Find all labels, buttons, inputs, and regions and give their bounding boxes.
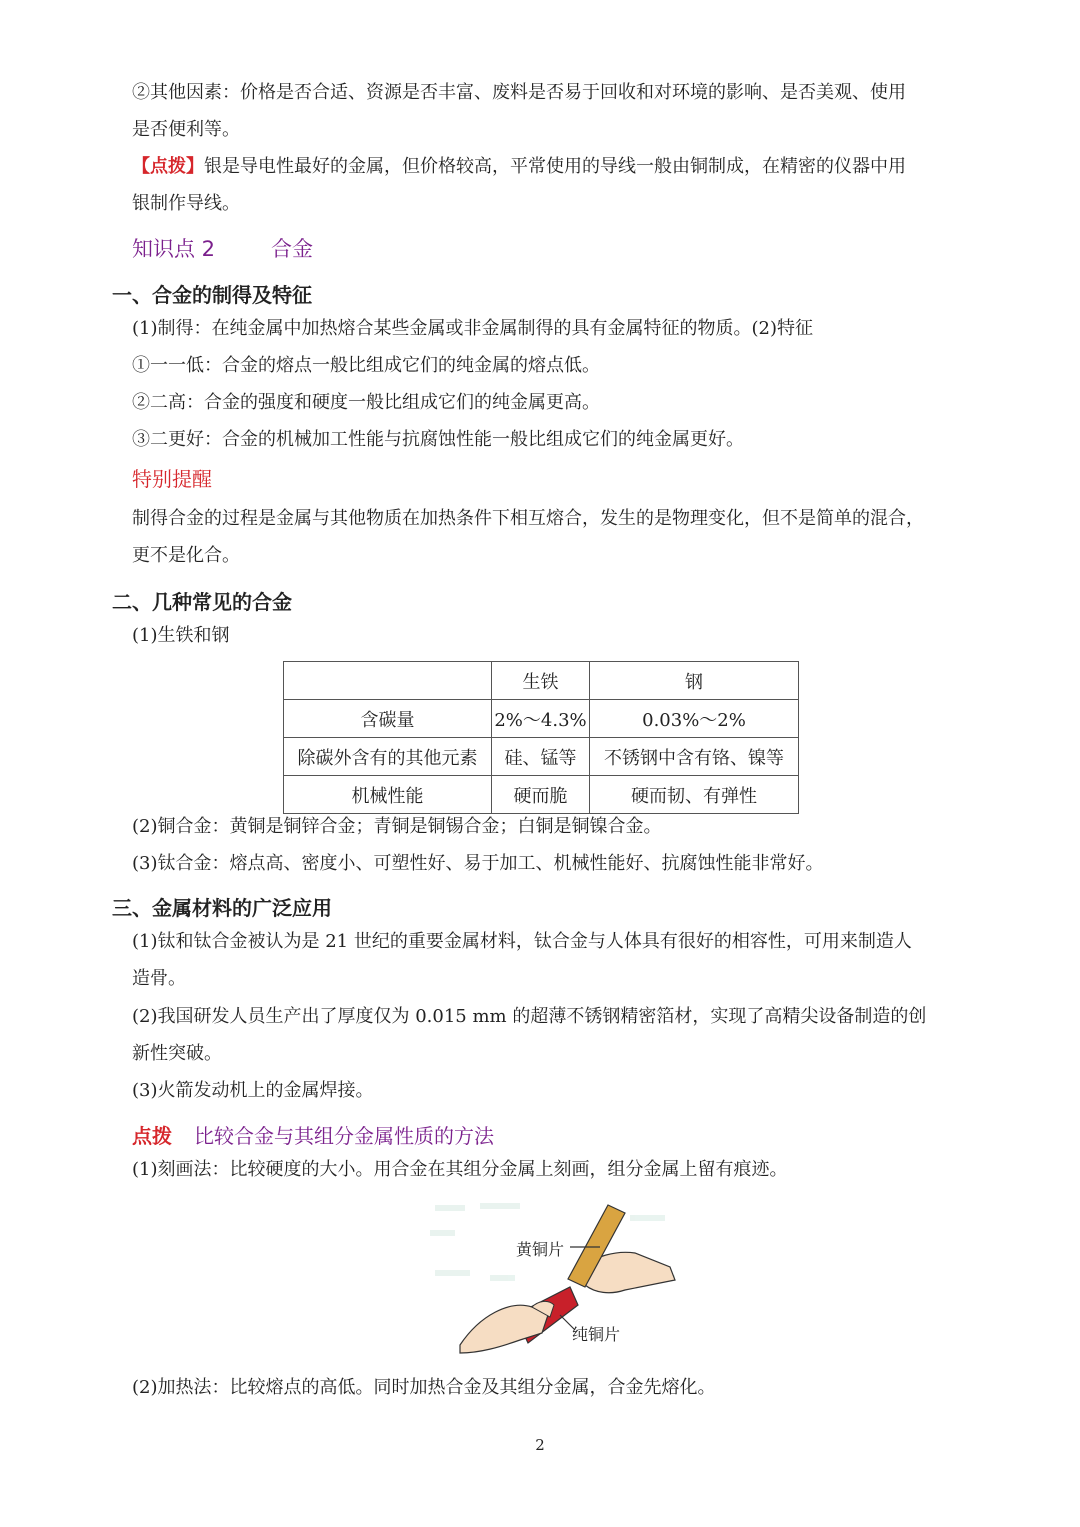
text-line: 银制作导线。 (132, 193, 240, 214)
text-line: (1)钛和钛合金被认为是 21 世纪的重要金属材料，钛合金与人体具有很好的相容性，可用来制造人 (132, 931, 912, 952)
scratch-test-illustration (420, 1195, 690, 1365)
text-line: (2)铜合金：黄铜是铜锌合金；青铜是铜锡合金；白铜是铜镍合金。 (132, 816, 662, 837)
section-heading: 三、金属材料的广泛应用 (112, 896, 332, 920)
table-cell: 钢 (590, 662, 799, 700)
section-heading: 一、合金的制得及特征 (112, 283, 312, 307)
table-cell: 机械性能 (284, 776, 492, 814)
table-cell: 不锈钢中含有铬、镍等 (590, 738, 799, 776)
text-line: (2)加热法：比较熔点的高低。同时加热合金及其组分金属，合金先熔化。 (132, 1377, 716, 1398)
copper-label: 纯铜片 (572, 1325, 621, 1344)
text-line: ③二更好：合金的机械加工性能与抗腐蚀性能一般比组成它们的纯金属更好。 (132, 429, 744, 450)
text-line: 是否便利等。 (132, 119, 240, 140)
scratch-test-svg (420, 1195, 690, 1365)
text-line: ②其他因素：价格是否合适、资源是否丰富、废料是否易于回收和对环境的影响、是否美观、使用 (132, 82, 906, 103)
knowledge-point-title: 合金 (271, 237, 314, 261)
page-number: 2 (535, 1436, 545, 1454)
brass-label: 黄铜片 (516, 1240, 565, 1259)
iron-steel-table (283, 661, 799, 814)
text-line: (1)刻画法：比较硬度的大小。用合金在其组分金属上刻画，组分金属上留有痕迹。 (132, 1159, 788, 1180)
tip-label: 【点拨】 (132, 156, 204, 177)
text-line: ②二高：合金的强度和硬度一般比组成它们的纯金属更高。 (132, 392, 600, 413)
table-cell: 硬而脆 (492, 776, 590, 814)
table-cell (284, 662, 492, 700)
method-title: 比较合金与其组分金属性质的方法 (194, 1124, 494, 1148)
method-label: 点拨 (132, 1124, 172, 1148)
table-header-row (284, 662, 799, 700)
section-heading: 二、几种常见的合金 (112, 590, 292, 614)
table-cell: 2%～4.3% (492, 700, 590, 738)
table-cell: 生铁 (492, 662, 590, 700)
text-line: 新性突破。 (132, 1043, 222, 1064)
table-row (284, 738, 799, 776)
table-cell: 除碳外含有的其他元素 (284, 738, 492, 776)
text-line: 造骨。 (132, 968, 186, 989)
text-line: (1)制得：在纯金属中加热熔合某些金属或非金属制得的具有金属特征的物质。(2)特征 (132, 318, 813, 339)
text-line: ①一一低：合金的熔点一般比组成它们的纯金属的熔点低。 (132, 355, 600, 376)
table-row (284, 700, 799, 738)
table-cell: 含碳量 (284, 700, 492, 738)
text-line: (3)火箭发动机上的金属焊接。 (132, 1080, 374, 1101)
reminder-heading: 特别提醒 (132, 467, 212, 491)
method-heading (132, 1120, 494, 1149)
text-line: 更不是化合。 (132, 545, 240, 566)
knowledge-point-heading (132, 233, 313, 263)
text-line: 制得合金的过程是金属与其他物质在加热条件下相互熔合，发生的是物理变化，但不是简单的混合， (132, 508, 924, 529)
table-cell: 硬而韧、有弹性 (590, 776, 799, 814)
table-row (284, 776, 799, 814)
text-line: (1)生铁和钢 (132, 625, 230, 646)
table-cell: 硅、锰等 (492, 738, 590, 776)
text-line: (3)钛合金：熔点高、密度小、可塑性好、易于加工、机械性能好、抗腐蚀性能非常好。 (132, 853, 824, 874)
table-cell: 0.03%～2% (590, 700, 799, 738)
tip-text: 银是导电性最好的金属，但价格较高，平常使用的导线一般由铜制成，在精密的仪器中用 (204, 156, 906, 177)
knowledge-point-label: 知识点 2 (132, 237, 216, 261)
text-line: (2)我国研发人员生产出了厚度仅为 0.015 mm 的超薄不锈钢精密箔材，实现了高精尖设备制造的创 (132, 1006, 927, 1027)
tip-paragraph (132, 158, 906, 176)
